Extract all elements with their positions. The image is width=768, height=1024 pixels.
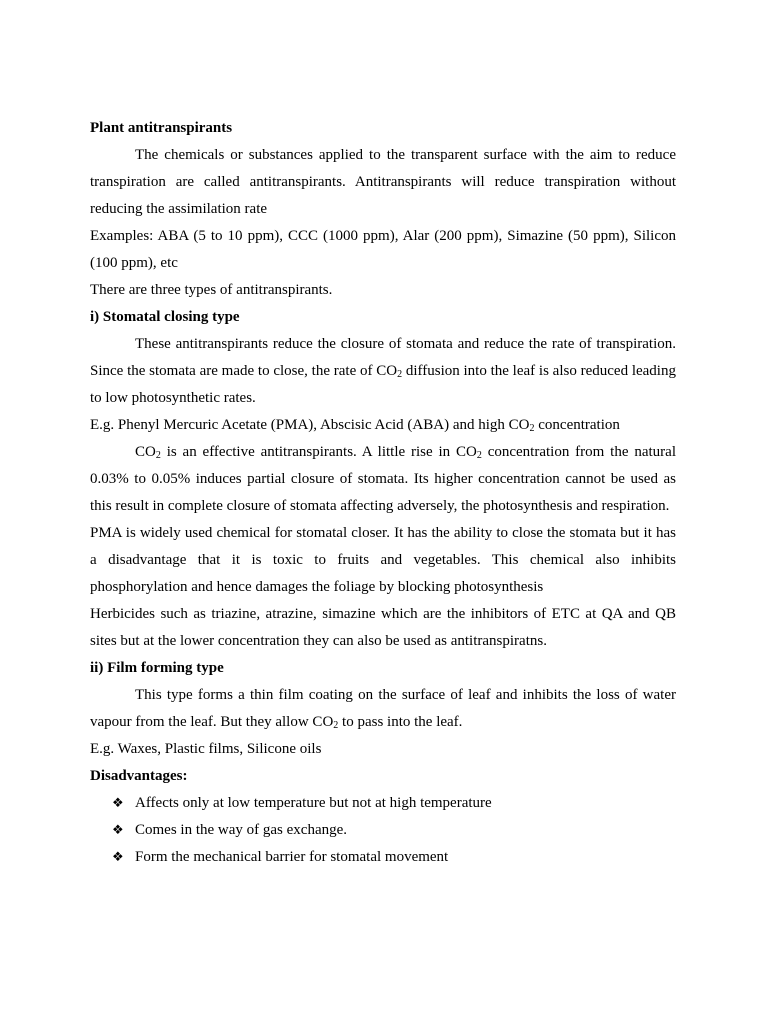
document-title: Plant antitranspirants xyxy=(90,120,233,136)
diamond-bullet-icon: ❖ xyxy=(112,823,124,838)
list-item-text: Comes in the way of gas exchange. xyxy=(135,822,348,838)
subscript: 2 xyxy=(333,720,339,731)
text-run: concentration xyxy=(534,417,620,433)
text-run: This type forms a thin film coating on the surface of leaf and inhibits the loss of water vapour from the leaf. But they allow CO xyxy=(90,687,676,730)
text-run: to pass into the leaf. xyxy=(338,714,463,730)
subscript: 2 xyxy=(476,450,482,461)
diamond-bullet-icon: ❖ xyxy=(112,796,124,811)
diamond-bullet-icon: ❖ xyxy=(112,850,124,865)
section2-heading: ii) Film forming type xyxy=(90,660,224,676)
section1-paragraph-2 xyxy=(90,439,676,520)
section2-paragraph-1 xyxy=(90,682,676,736)
subscript: 2 xyxy=(397,369,403,380)
disadvantages-heading: Disadvantages: xyxy=(90,768,188,784)
intro-paragraph: The chemicals or substances applied to the transparent surface with the aim to reduce transpiration are called antitranspirants. Antitranspirants will reduce transpiration without reducing the assimilation rate xyxy=(90,147,676,217)
text-run: diffusion into the leaf is also reduced leading to low photosynthetic rates. xyxy=(90,363,676,406)
list-item xyxy=(90,844,676,871)
section1-paragraph-4: Herbicides such as triazine, atrazine, simazine which are the inhibitors of ETC at QA and QB sites but at the lower concentration they can also be used as antitranspiratns. xyxy=(90,606,676,649)
text-run: E.g. Phenyl Mercuric Acetate (PMA), Abscisic Acid (ABA) and high CO xyxy=(90,417,530,433)
text-run: CO xyxy=(135,444,156,460)
text-run: These antitranspirants reduce the closure of stomata and reduce the rate of transpiration. Since the stomata are made to close, the rate of CO xyxy=(90,336,676,379)
list-item-text: Affects only at low temperature but not at high temperature xyxy=(135,795,492,811)
list-item xyxy=(90,817,676,844)
section1-example xyxy=(90,412,676,439)
subscript: 2 xyxy=(155,450,161,461)
section1-paragraph-1 xyxy=(90,331,676,412)
list-item xyxy=(90,790,676,817)
text-run: is an effective antitranspirants. A little rise in CO xyxy=(160,444,477,460)
list-item-text: Form the mechanical barrier for stomatal movement xyxy=(135,849,449,865)
subscript: 2 xyxy=(529,423,535,434)
section1-heading: i) Stomatal closing type xyxy=(90,309,240,325)
disadvantages-list xyxy=(90,790,676,871)
examples-paragraph: Examples: ABA (5 to 10 ppm), CCC (1000 ppm), Alar (200 ppm), Simazine (50 ppm), Silicon (100 ppm), etc xyxy=(90,228,676,271)
section2-example: E.g. Waxes, Plastic films, Silicone oils xyxy=(90,741,322,757)
document-body xyxy=(90,115,676,871)
section1-paragraph-3: PMA is widely used chemical for stomatal closer. It has the ability to close the stomata but it has a disadvantage that it is toxic to fruits and vegetables. This chemical also inhibits phosphorylation and hence damages the foliage by blocking photosynthesis xyxy=(90,525,676,595)
text-run: concentration from the natural 0.03% to 0.05% induces partial closure of stomata. Its higher concentration cannot be used as this result in complete closure of stomata affecting adversely, the photosynthesis and respiration. xyxy=(90,444,676,514)
types-intro: There are three types of antitranspirants. xyxy=(90,282,333,298)
